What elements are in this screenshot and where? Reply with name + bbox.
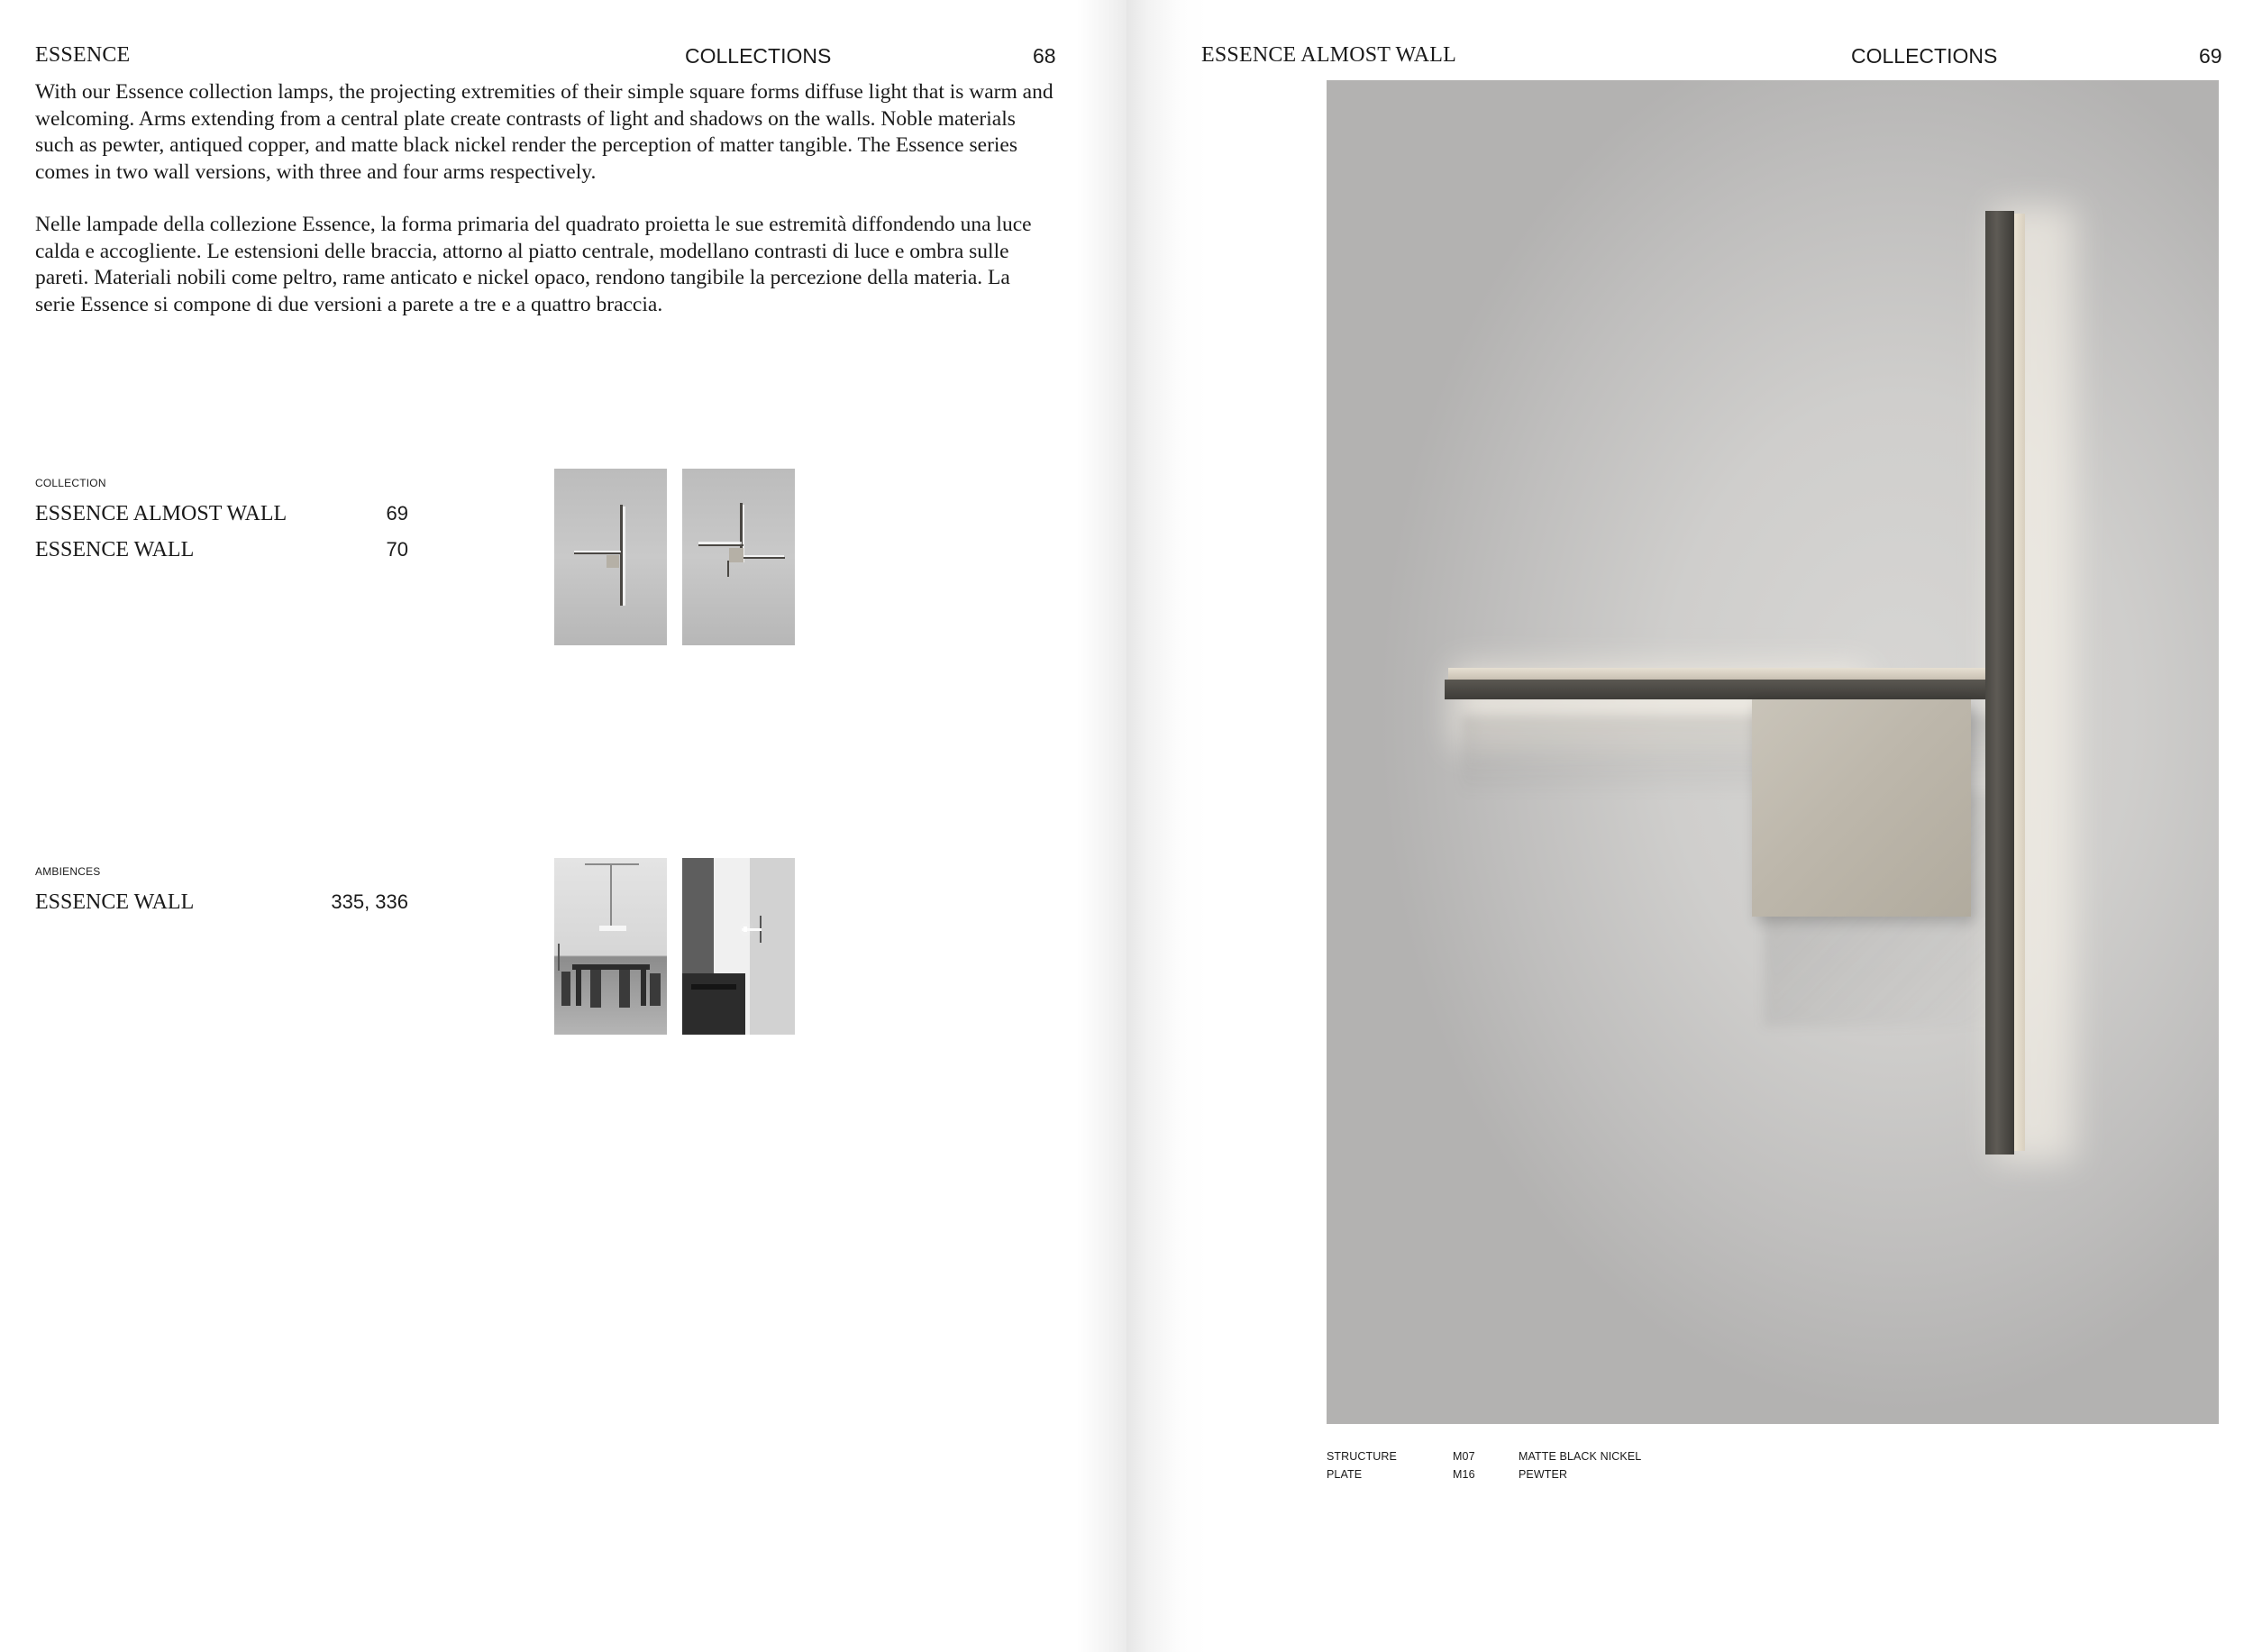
page-number: 69 [2199, 44, 2222, 68]
category-label: COLLECTIONS [1851, 44, 1998, 68]
spec-code: M16 [1453, 1468, 1475, 1481]
spec-finish: MATTE BLACK NICKEL [1519, 1450, 1642, 1463]
ambience-item-name[interactable]: ESSENCE WALL [35, 890, 195, 914]
thumbnail-ambience-wall-lamp[interactable] [682, 858, 795, 1035]
lamp-vertical-arm [1985, 211, 2014, 1155]
product-photo-essence-almost-wall [1327, 80, 2219, 1424]
thumbnail-ambience-dining-room[interactable] [554, 858, 667, 1035]
intro-paragraph-english: With our Essence collection lamps, the projecting extremities of their simple square forms diffuse light that is warm and welcoming. Arms extending from a central plate create contrasts of light and shadows on the walls. Noble materials such as pewter, antiqued copper, and matte black nickel render the perception of matter tangible. The Essence series comes in two wall versions, with three and four arms respectively. [35, 80, 1054, 184]
page-number: 68 [1033, 44, 1056, 68]
category-label: COLLECTIONS [685, 44, 832, 68]
spec-part: STRUCTURE [1327, 1450, 1397, 1463]
section-title: ESSENCE [35, 43, 131, 67]
lamp-pewter-plate [1752, 699, 1971, 917]
lamp-arm-light-strip [1448, 668, 1992, 680]
ambiences-label: AMBIENCES [35, 865, 101, 878]
spec-finish: PEWTER [1519, 1468, 1568, 1481]
left-page [0, 0, 1126, 1652]
thumbnail-essence-wall[interactable] [682, 469, 795, 645]
collection-item-name[interactable]: ESSENCE WALL [35, 538, 195, 561]
collection-item-page: 70 [386, 538, 408, 561]
intro-paragraph-italian: Nelle lampade della collezione Essence, la forma primaria del quadrato proietta le sue estremità diffondendo una luce calda e accogliente. Le estensioni delle braccia, attorno al piatto centrale, modellano contrasti di luce e ombra sulle pareti. Materiali nobili come peltro, rame anticato e nickel opaco, rendono tangibile la percezione della materia. La serie Essence si compone di due versioni a parete a tre e a quattro braccia. [35, 213, 1032, 316]
spec-part: PLATE [1327, 1468, 1363, 1481]
lamp-vertical-light-strip [2013, 214, 2025, 1151]
section-title: ESSENCE ALMOST WALL [1201, 43, 1456, 67]
collection-item-page: 69 [386, 502, 408, 525]
collection-item-name[interactable]: ESSENCE ALMOST WALL [35, 502, 287, 525]
lamp-horizontal-arm [1445, 680, 1992, 699]
spec-code: M07 [1453, 1450, 1475, 1463]
ambience-item-page: 335, 336 [331, 890, 408, 913]
collection-label: COLLECTION [35, 477, 106, 489]
thumbnail-essence-almost-wall[interactable] [554, 469, 667, 645]
